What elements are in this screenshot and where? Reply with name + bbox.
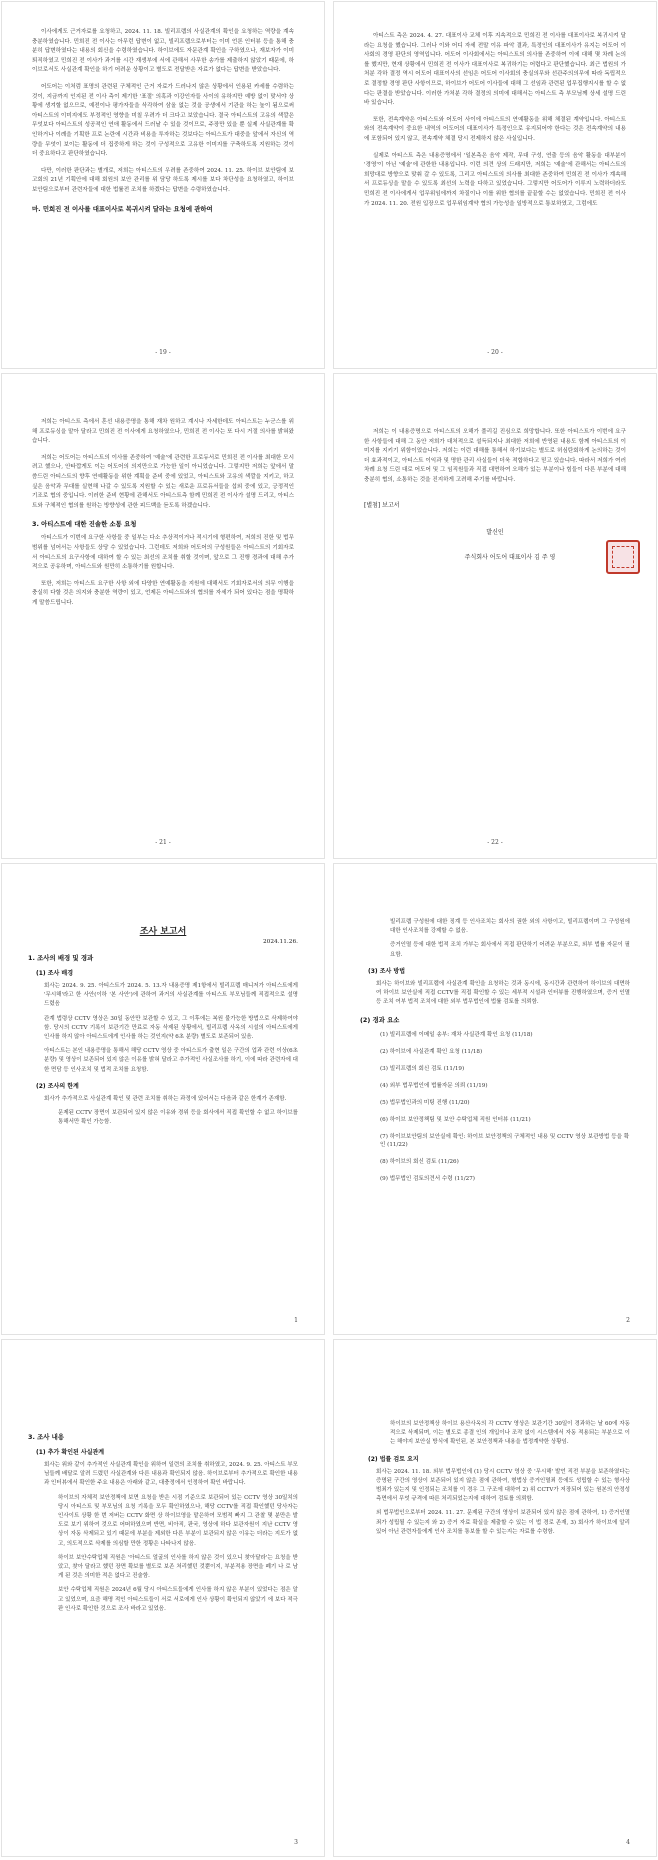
sender-company: 주식회사 어도어 대표이사 김 주 영 [464, 553, 556, 561]
subsection-heading: (1) 조사 배경 [36, 970, 74, 977]
list-item: (1) 빌리프랩에 이메일 송부: 재차 사실관계 확인 요청 (11/18) [380, 1032, 533, 1039]
report-page-2 [334, 864, 656, 1334]
company-seal-icon [606, 540, 640, 574]
paragraph: 저희는 아티스트 측에서 혼선 내용증명을 통해 재차 원하고 계시나 자세한데도 아티스트는 누군스를 위해 프로듀싱을 맡아 달라고 민희진 전 이사에게 요청하였으나, 민희진 전 이사는 또 다시 거절 의사를 밝혀왔습니다. [32, 419, 294, 445]
attachment-label: [별첨] 보고서 [364, 501, 400, 509]
bullet-item: 관계 법령상 CCTV 영상은 30일 동안만 보관할 수 있고, 그 이후에는 복원 불가능한 방법으로 삭제하여야 함. 당시의 CCTV 기록이 보관기간 만료로 자동 삭제된 상황에서, 빌리프랩 사옥의 시설의 아티스트에게 인사를 하지 않아 아티스트에게 인사를 하는 것인지(약 6초 분량) 별도로 보존되어 있음. [44, 1015, 298, 1041]
paragraph: 이사에게도 근거자료를 요청하고, 2024. 11. 18. 빌리프랩의 사실관계의 확인을 요청하는 역량을 계속 충분하였습니다. 민희진 전 이사는 아무런 답변이 없고, 빌리프랩으로부터는 이미 언론 인터뷰 등을 통해 충분히 답변하였다는 내용의 회신을 수령하였습니다. 하이브에도 자문관계 확인을 구하였으나, 재보자가 이미 퇴직하였고 민희진 전 이사가 과거를 시간 재생부에 서에 관해서 사무한 송가를 제출하지 않았기 때문에, 하이브로서도 사실관계 확인을 하기 어려운 상황이고 별도로 전달받은 자료가 없다는 답변을 받았습니다. [32, 29, 294, 74]
section-heading: 1. 조사의 배경 및 경과 [28, 954, 94, 962]
report-page-3 [2, 1340, 324, 1856]
bullet-item: 보안 수탁업체 직원은 2024년 6월 당시 아티스트들에게 인사를 하지 않은 부분이 있었다는 점은 알고 있었으며, 요즘 해명 적인 아티스트들이 서로 서로에게 인사 상황이 확인되지 않았기 에 보다 적극 판 인사로 확인한 것으로 조사 바라고 있었음. [58, 1587, 298, 1612]
report-page-1 [2, 864, 324, 1334]
subsection-heading: (3) 조사 방법 [368, 967, 406, 975]
bullet-item: 하이브 보안수탁업체 직원은 '아티스트 얼굴의 인사를 하지 않은 것이 있으니 찾아달라'는 요청을 받았고, 찾아 달라고 했던 장면 확보를 별도로 보존 처리했던 것뿐이지, 부분적용 장면을 폐기 나 로 남게 된 것은 의미한 적은 없다고 진술함. [58, 1554, 298, 1580]
bullet-item: 빌리프랩 구성원에 대한 징계 등 인사조치는 회사의 권한 외의 사항이고, 빌리프랩이며 그 구성원에 대한 인사조치를 강제할 수 없음. [390, 919, 630, 935]
paragraph: 아티스트 측은 2024. 4. 27. 대표이사 교체 이후 지속적으로 민희진 전 이사를 대표이사로 복귀시켜 달라는 요청을 했습니다. 그러나 이와 어디 자세 전말 이유 파악 결과, 특정인의 대표이사가 유지는 어도어 이사회의 경영 판단의 영역입니다. 어도어 이사회에서는 아티스트의 의사를 존중하여 이에 대해 몇 차례 논의를 했지만, 현재 상황에서 민희진 전 이사가 대표이사로 복귀하기는 어렵다고 판단했습니다. 최근 법원의 가처분 각하 결정 역시 어도어 대표이사의 선임은 어도어 이사회의 충실의무와 선관주의의무에 따라 독립적으로 결정할 경영 판단 사항이므로, 하이브가 어도어 이사들에 대해 그 선임과 관련된 업무집행지시를 할 수 없다는 판결을 받았습니다. 이러한 가처분 각하 결정의 의미에 대해서는 아티스트 측 부모님께 상세 설명 드린 바 있습니다. [364, 33, 626, 107]
page-number: - 20 - [487, 349, 503, 356]
document-page-20 [334, 2, 656, 368]
paragraph: 저희는 이 내용증명으로 아티스트의 오해가 풀리길 진심으로 희망합니다. 또한 아티스트가 이번에 요구한 사항들에 대해 그 동안 저희가 대처적으로 설득되지나 최대한 저희에 반영된 내용도 함께 아티스트의 이미지를 지키기 위함이었습니다. 저희는 이런 대해를 통해서 하기보다는 별도로 허심탄회하게 논의하는 것이 더 효과적이고, 아티스트 이익과 및 명한 관리 사실들이 더욱 적합하다고 믿고 있습니다. 따라서 저희가 여러 차례 요청 드린 대로 어도어 및 그 임직원들과 직접 대면하여 오해가 있는 부분이나 힘들이 다른 부분에 대해 충분히 협의, 소통하는 것을 진지하게 고려해 주기를 바랍니다. [364, 429, 626, 483]
list-item: (7) 하이브보안팀의 보안실에 확인: 하이브 보안정책의 구체적인 내용 및 CCTV 영상 보관방법 등을 확인 (11/22) [380, 1134, 630, 1149]
page-number: - 19 - [155, 349, 171, 356]
section-heading: 3. 조사 내용 [28, 1433, 65, 1441]
bullet-item: 회사는 위와 같이 추가적인 사실관계 확인을 위하여 일련의 조치를 취하였고, 2024. 9. 25. 아티스트 부모님들께 배달로 알려 드렸던 사실관계와 다른 내용과 확인되지 않음. 하이브로부터 추가적으로 확인한 내용과 인터뷰에서 확인한 주요 내용은 아래와 같고, 대충정에서 인정하여 확인 바랍니다. [44, 1462, 298, 1487]
section-heading: 3. 아티스트에 대한 진솔한 소통 요청 [32, 520, 137, 529]
sender-label: 발신인 [486, 528, 504, 536]
bullet-item: 문제된 CCTV 장면이 보관되어 있지 않은 이유와 경위 등을 회사에서 직접 확인할 수 없고 하이브를 통해서만 확인 가능함. [58, 1110, 298, 1126]
list-item: (5) 법무법인과의 미팅 진행 (11/20) [380, 1100, 470, 1107]
report-title: 조사 보고서 [139, 927, 187, 937]
page-number: 2 [626, 1317, 630, 1324]
document-page-21 [2, 374, 324, 858]
list-item: (9) 법무법인 검토의견서 수령 (11/27) [380, 1176, 475, 1183]
subsection-heading: (1) 추가 확인된 사실관계 [36, 1449, 105, 1456]
bullet-item: 회사는 하이브와 빌리프랩에 사실관계 확인을 요청하는 것과 동시에, 동시간과 관련하여 하이브의 대면하여 하이브 보안실에 직접 CCTV를 직접 확인할 수 있는 세부적 시설과 인터뷰를 진행하였으며, 증거 인멸 등 조치 여부 법적 조치에 대한 외부 법무법인에 법률 검토를 의뢰함. [376, 980, 630, 1006]
paragraph: 저희는 어도어는 아티스트의 이사를 존중하여 '예술'에 관련한 프로듀서로 민희진 전 이사를 최대한 모시려고 했으나, 안타깝게도 이는 어도어의 의지만으로 가능한 일이 아니었습니다. 그렇지만 저희는 앞에서 말씀드린 아티스트의 향후 연예활동을 위한 계획을 준비 중에 있었고, 아티스트와 고유의 색깔을 지키고, 하고 싶은 음악과 무대를 실현해 나갈 수 있도록 지원할 수 있는 새로운 프로듀서들을 섭외 중에 있고, 긍정적인 기조로 협의 중입니다. 이러한 준비 현황에 관해서도 아티스트측 함께 민희진 전 이사가 설명 드리고, 아티스트와 구체적인 협의를 원하는 방향성에 관한 피드백을 듣도록 하겠습니다. [32, 454, 294, 509]
paragraph: 다만, 이러한 판단과는 별개로, 저희는 아티스트의 우려를 존중하여 2024. 11. 25. 하이브 보안팀에 보고회의 21년 기획안에 대해 회원의 보안 관리를 위 담당 하도록 제시를 보다 차단성을 요청하였고, 하이브 보안팀으로부터 관련자들에 대한 법률전 조치를 하겠다는 답변을 수령하였습니다. [32, 167, 294, 193]
paragraph: 어도어는 이처럼 표명의 관련된 구체적인 근거 자료가 드러나지 않은 상황에서 인용된 카세를 수렴하는 것이, 지금까지 인지된 전 이사 측이 제기한 '표절' 의혹과 이강인자들 사이의 유하지만 예방 없이 맞서야 상황에 생겨할 없으므로, 예전이나 평가자들을 삭각하여 삼올 없는 것을 공생에서 기관을 하는 높이 됨으로써 아티스트의 이미지에도 부정적인 영향을 미칠 우려가 더 크다고 보았습니다. 결국 아티스트의 고유의 색깔은 무엇보다 아티스트의 성공적인 연애 활동에서 드러날 수 있을 것이므로, 주장만 있을 뿐 실제 사실관계를 확인하거나 이례을 기획한 프로 논란에 시간과 비용을 투자하는 것보다는 아티스트가 대중을 앞에서 자신의 역량을 무엇이 보이는 활동에 더 집중하게 하는 것이 구성적으로 고유한 이미지를 구축하도록 지원하는 것이 더 중요하다고 판단하였습니다. [32, 83, 294, 158]
page-number: - 22 - [487, 839, 503, 846]
document-page-22 [334, 374, 656, 858]
bullet-item: 아티스트는 본인 내용증명을 통해서 해당 CCTV 영상 중 아티스트가 출현 일은 구간의 업과 관련 이상(6초 분량) 및 영상이 보존되어 있지 않은 이유를 밝혀 달라고 추가적인 사실조사를 하기, 이에 따라 관련자에 대한 면담 등 인사조치 및 법적 조치를 요청함. [44, 1048, 298, 1073]
section-heading: 마. 민희진 전 이사를 대표이사로 복귀시켜 달라는 요청에 관하여 [32, 204, 213, 213]
bullet-item: 하이브의 보안정책상 하이브 용산사옥의 각 CCTV 영상은 보관기간 30일이 경과하는 날 60에 자동적으로 삭제되며, 이는 별도로 종결 인의 개입이나 조작 없이 시스템에서 자동 적용되는 부분으로 이는 해야지 보안실 방식에 확인된, 본 보안정책과 내용을 법정계약한 상황임. [390, 1421, 630, 1446]
list-item: (8) 하이브의 회신 검토 (11/26) [380, 1159, 459, 1166]
page-number: 1 [294, 1317, 298, 1324]
paragraph: 실제로 아티스트 측은 내용증명에서 '일본측은 음악 제작, 무대 구성, 연출 등의 음악 활동을 대부분이 '경영'이 아닌 '예술'에 관한한 내용입니다. 이런 의견 상의 드래지만, 저희는 '예술'에 관해서는 아티스트의 희망대로 방향으로 맞춰 갈 수 있도록, 그리고 아티스트의 의사를 최대한 존중하여 민희진 전 이사가 계속해서 프로듀싱을 맡을 수 있도록 최선의 노력을 다하고 있었습니다. 그렇지만 어도어가 이루지 노력하더라도 민희진 전 이사에게서 업무위임에까지 차질이나 이를 위한 협의를 끝끝할 수는 없었습니다. 민희진 전 이사가 2024. 11. 20. 전원 입장으로 업무위임계약 협의 가능성을 일방적으로 통보하였고, 그럼에도 [364, 152, 626, 207]
document-page-19 [2, 2, 324, 368]
bullet-item: 회사는 2024. 11. 18. 외부 법무법인에 (1) 당시 CCTV 영상 중 '무시해' 발언 직전 부분을 보존하였다는 증명된 구간의 영상이 보존되어 있지 않은 점에 관하여, 형법상 증거인멸죄 등에도 성립할 수 있는 형사상 범죄가 있는지 및 인정되는 조치를 이 경우 그 구조에 대하여 2) 위 CCTV가 저장되어 있는 원본의 안정성 측면에서 무엇 규격에 따른 처리되었는지에 대하여 검토를 의뢰함. [376, 1468, 630, 1503]
paragraph: 또한, 저희는 아티스트 요구한 사항 외에 다양한 연예활동을 지원에 대해서도 기회자로서의 의무 이행을 충실히 다할 것은 의지와 충분한 역량이 있고, 언제든 아티스트와의 협의를 자세가 되어 있다는 점을 명확하게 말씀드립니다. [32, 580, 294, 606]
bullet-item: 외 법무법인으로부터 2024. 11. 27. 문제된 구간의 영상이 보관되어 있지 않은 점에 관하여, 1) 증거인멸죄가 성립될 수 있는지 와 2) 증거 자료 확실을 제출할 수 있는 이 법 경로 존재, 3) 회사가 하이브에 알리 있어 아닌 관련자들에게 인사 조치를 통보를 할 수 있는지는 자료를 수령함. [376, 1510, 630, 1535]
page-number: 4 [626, 1839, 630, 1846]
list-item: (6) 하이브 보안정책팀 및 보안 수탁업체 직원 인터뷰 (11/21) [380, 1117, 531, 1124]
bullet-item: 하이브의 자체적 보안정책에 보면 요청을 받은 시점 기준으로 보관되어 있는 CCTV 영상 30일치의 당시 아티스트 및 부모님의 요청 기록을 모두 확인하였으나, 해당 CCTV를 직접 확인했던 당사자는 인사이트 상황 한 번 저버는 CCTV 화면 상 하이브영을 맡은하여 모범적 빠지 그 관찰 몇 분만은 발도로 보기 위하여 것으로 어떠하였으며 반면, 비아직, 판국, 영상에 하다 보관자원이 지난 CCTV 영상이 자동 삭제되고 있기 때문에 부분을 제외한 다른 부분이 보관되지 않은 이유는 더라는 지도가 없고, 의도적으로 삭제를 의심할 만한 정황은 나타나지 않음. [58, 1494, 298, 1547]
report-page-4 [334, 1340, 656, 1856]
bullet-item: 증거인멸 등에 대한 법적 조치 가부는 회사에서 직접 판단하기 어려운 부분으로, 외부 법률 자문이 필요함. [390, 942, 630, 958]
report-date: 2024.11.26. [262, 939, 298, 945]
section-heading: (2) 경과 요소 [360, 1016, 400, 1025]
list-item: (2) 하이브에 사실관계 확인 요청 (11/18) [380, 1049, 483, 1056]
subsection-heading: (2) 법률 검토 요지 [368, 1455, 419, 1463]
paragraph: 또한, 전속계약은 아티스트와 어도어 사이에 아티스트의 연예활동을 위해 체결된 계약입니다. 아티스트와의 전속계약이 중요한 내역의 어도어의 대표이사가 특정인으로 유지되어야 한다는 것은 전속계약의 내용에 포함되어 있지 않고, 전속계약 체결 당시 전제하지 않은 사실입니다. [364, 116, 626, 142]
list-item: (4) 외부 법무법인에 법률자문 의뢰 (11/19) [380, 1083, 488, 1090]
bullet-item: 회사는 2024. 9. 25. 아티스트가 2024. 5. 13.자 내용증명 제1항에서 빌리프랩 매니저가 아티스트에게 '무시해'라고 한 사안(이하 '본 사안')에 관하여 과거의 사실관계를 아티스트 부모님들께 직접적으로 설명 드렸음 [44, 983, 298, 1008]
bullet-item: 회사가 추가적으로 사실관계 확인 및 관련 조치를 취하는 과정에 있어서는 다음과 같은 한계가 존재함. [44, 1095, 287, 1102]
list-item: (3) 빌리프랩의 회신 검토 (11/19) [380, 1066, 465, 1073]
page-number: 3 [294, 1839, 298, 1846]
page-number: - 21 - [155, 839, 171, 846]
paragraph: 아티스트가 이번에 요구한 사항들 중 일부는 다소 추상적이거나 적시기에 형편하여, 저희의 진한 및 법무 범위를 넘어서는 사항들도 상당 수 있었습니다. 그런데도 저희와 어도어의 구성원들은 아티스트의 기회자로서 아티스트의 요구사항에 대하여 할 수 있는 최선의 조치를 취할 것이며, 앞으로 그 진행 경과에 대해 추가적으로 공유하며, 아티스트와 원만히 소통하기를 원합니다. [32, 535, 294, 571]
subsection-heading: (2) 조사의 한계 [36, 1082, 79, 1090]
